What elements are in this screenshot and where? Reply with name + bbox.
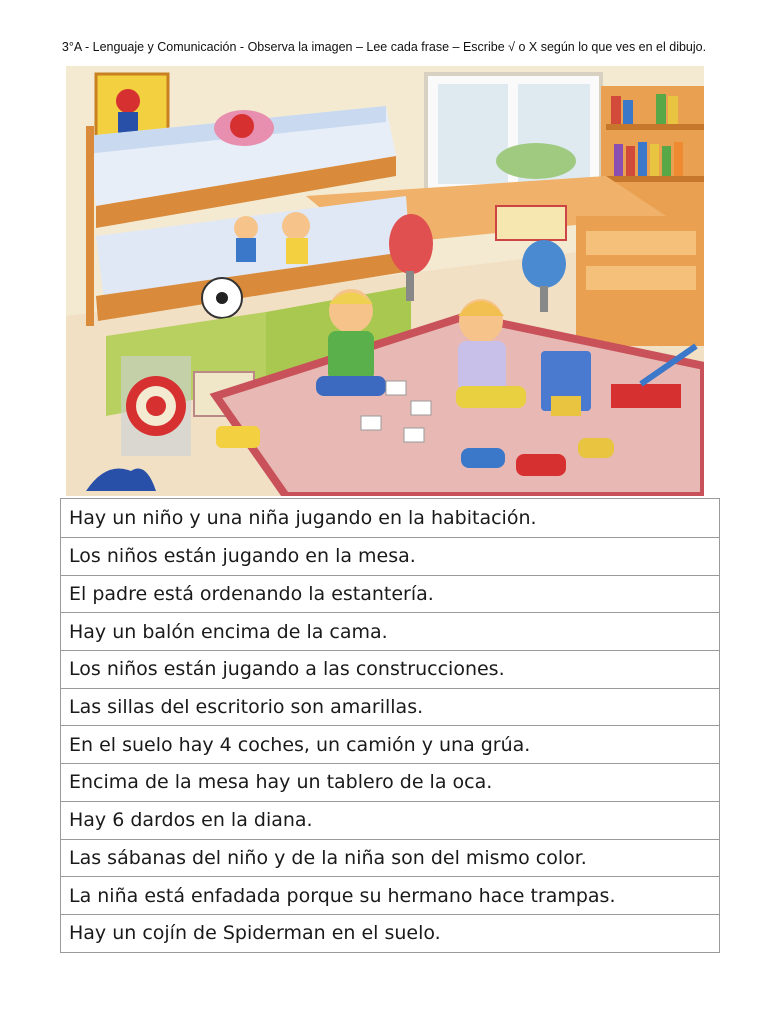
sentence-cell: Los niños están jugando a las construcciones. xyxy=(61,651,720,689)
table-row xyxy=(61,651,720,689)
clown xyxy=(234,216,258,240)
table-row xyxy=(61,499,720,538)
sentence-cell: Hay un niño y una niña jugando en la habitación. xyxy=(61,499,720,538)
roller-skate xyxy=(216,426,260,448)
dartboard xyxy=(121,356,191,456)
sentence-cell: Las sábanas del niño y de la niña son del mismo color. xyxy=(61,839,720,877)
sentence-cell: La niña está enfadada porque su hermano hace trampas. xyxy=(61,877,720,915)
sentence-cell: Las sillas del escritorio son amarillas. xyxy=(61,688,720,726)
bedroom-illustration xyxy=(66,66,704,496)
table-row xyxy=(61,801,720,839)
sentence-cell: Los niños están jugando en la mesa. xyxy=(61,538,720,576)
table-row xyxy=(61,877,720,915)
sentences-table xyxy=(60,498,720,953)
worksheet-instruction: 3°A - Lenguaje y Comunicación - Observa la imagen – Lee cada frase – Escribe √ o X según lo que ves en el dibujo. xyxy=(61,40,707,54)
sentence-cell: Hay un balón encima de la cama. xyxy=(61,613,720,651)
table-row xyxy=(61,764,720,802)
table-row xyxy=(61,839,720,877)
sentence-cell: Encima de la mesa hay un tablero de la oca. xyxy=(61,764,720,802)
sentence-cell: El padre está ordenando la estantería. xyxy=(61,575,720,613)
table-row xyxy=(61,914,720,952)
sentence-cell: En el suelo hay 4 coches, un camión y una grúa. xyxy=(61,726,720,764)
table-row xyxy=(61,613,720,651)
doll xyxy=(282,212,310,240)
sentence-cell: Hay 6 dardos en la diana. xyxy=(61,801,720,839)
table-row xyxy=(61,575,720,613)
sentence-cell: Hay un cojín de Spiderman en el suelo. xyxy=(61,914,720,952)
table-row xyxy=(61,688,720,726)
table-row xyxy=(61,726,720,764)
toy-truck xyxy=(541,351,591,416)
table-row xyxy=(61,538,720,576)
